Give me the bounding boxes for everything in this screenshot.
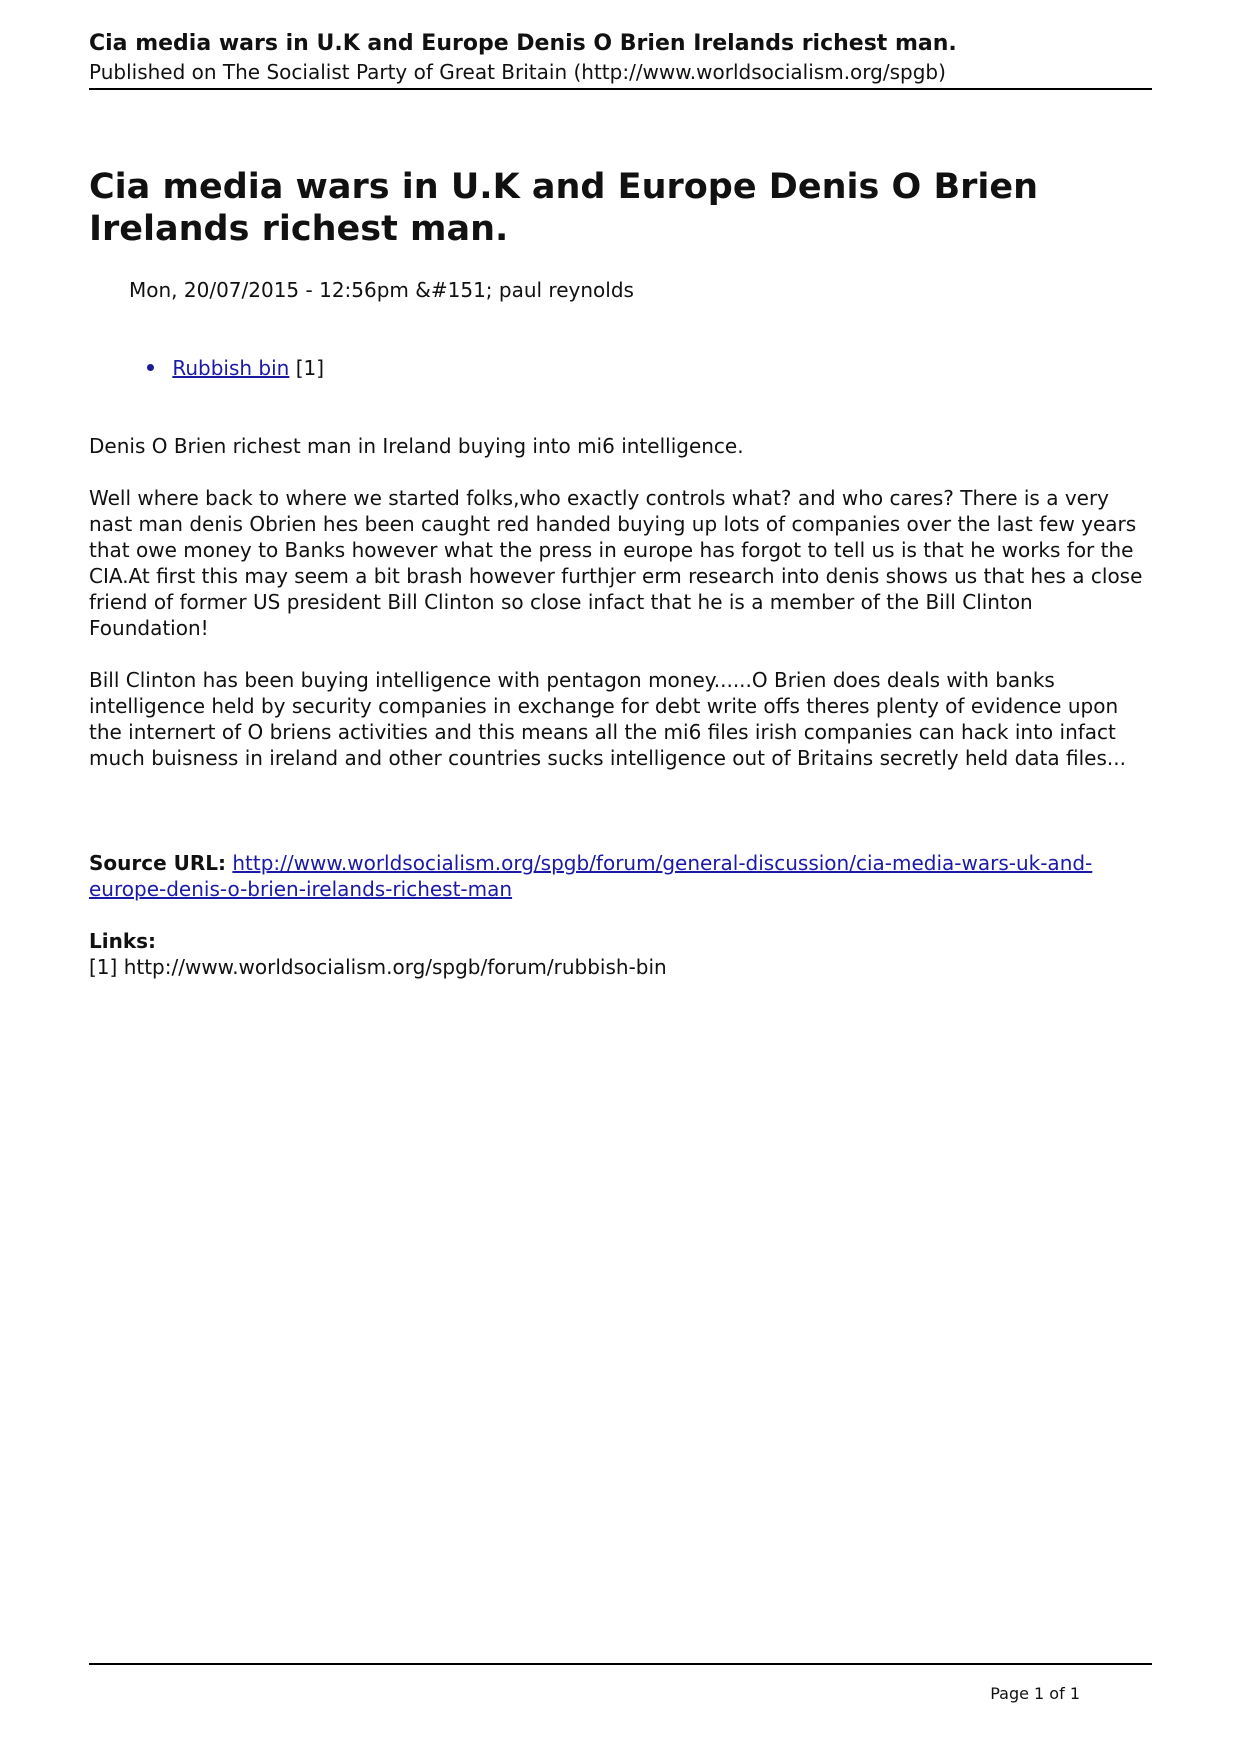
tag-link-rubbish-bin[interactable]: Rubbish bin bbox=[172, 356, 290, 380]
links-label: Links: bbox=[89, 929, 157, 953]
page-number: Page 1 of 1 bbox=[990, 1684, 1080, 1703]
header-divider bbox=[89, 88, 1152, 90]
footer-divider bbox=[89, 1663, 1152, 1665]
source-url-block bbox=[89, 850, 1152, 902]
links-block bbox=[89, 928, 1152, 980]
page-header bbox=[89, 30, 1152, 86]
tag-list bbox=[147, 354, 324, 382]
article-body bbox=[89, 433, 1152, 797]
tag-ref: [1] bbox=[295, 356, 325, 380]
paragraph: Denis O Brien richest man in Ireland buying into mi6 intelligence. bbox=[89, 434, 744, 458]
link-item: [1] http://www.worldsocialism.org/spgb/forum/rubbish-bin bbox=[89, 955, 667, 979]
paragraph: Well where back to where we started folks,who exactly controls what? and who cares? There is a very nast man denis Obrien hes been caught red handed buying up lots of companies over the last few years that owe money to Banks however what the press in europe has forgot to tell us is that he works for the CIA.At first this may seem a bit brash however furthjer erm research into denis shows us that hes a close friend of former US president Bill Clinton so close infact that he is a member of the Bill Clinton Foundation! bbox=[89, 486, 1143, 640]
header-published: Published on The Socialist Party of Great Britain (http://www.worldsocialism.org/spgb) bbox=[89, 60, 946, 84]
source-url-link[interactable]: http://www.worldsocialism.org/spgb/forum/general-discussion/cia-media-wars-uk-and-europe-denis-o-brien-irelands-richest-man bbox=[89, 851, 1093, 901]
article-meta: Mon, 20/07/2015 - 12:56pm &#151; paul reynolds bbox=[129, 278, 634, 302]
header-title: Cia media wars in U.K and Europe Denis O Brien Irelands richest man. bbox=[89, 31, 957, 56]
source-url-label: Source URL: bbox=[89, 851, 227, 875]
paragraph: Bill Clinton has been buying intelligence with pentagon money......O Brien does deals with banks intelligence held by security companies in exchange for debt write offs theres plenty of evidence upon the internert of O briens activities and this means all the mi6 files irish companies can hack into infact much buisness in ireland and other countries sucks intelligence out of Britains secretly held data files... bbox=[89, 668, 1126, 770]
tag-item bbox=[147, 354, 324, 382]
article-title: Cia media wars in U.K and Europe Denis O Brien Irelands richest man. bbox=[89, 167, 1039, 249]
